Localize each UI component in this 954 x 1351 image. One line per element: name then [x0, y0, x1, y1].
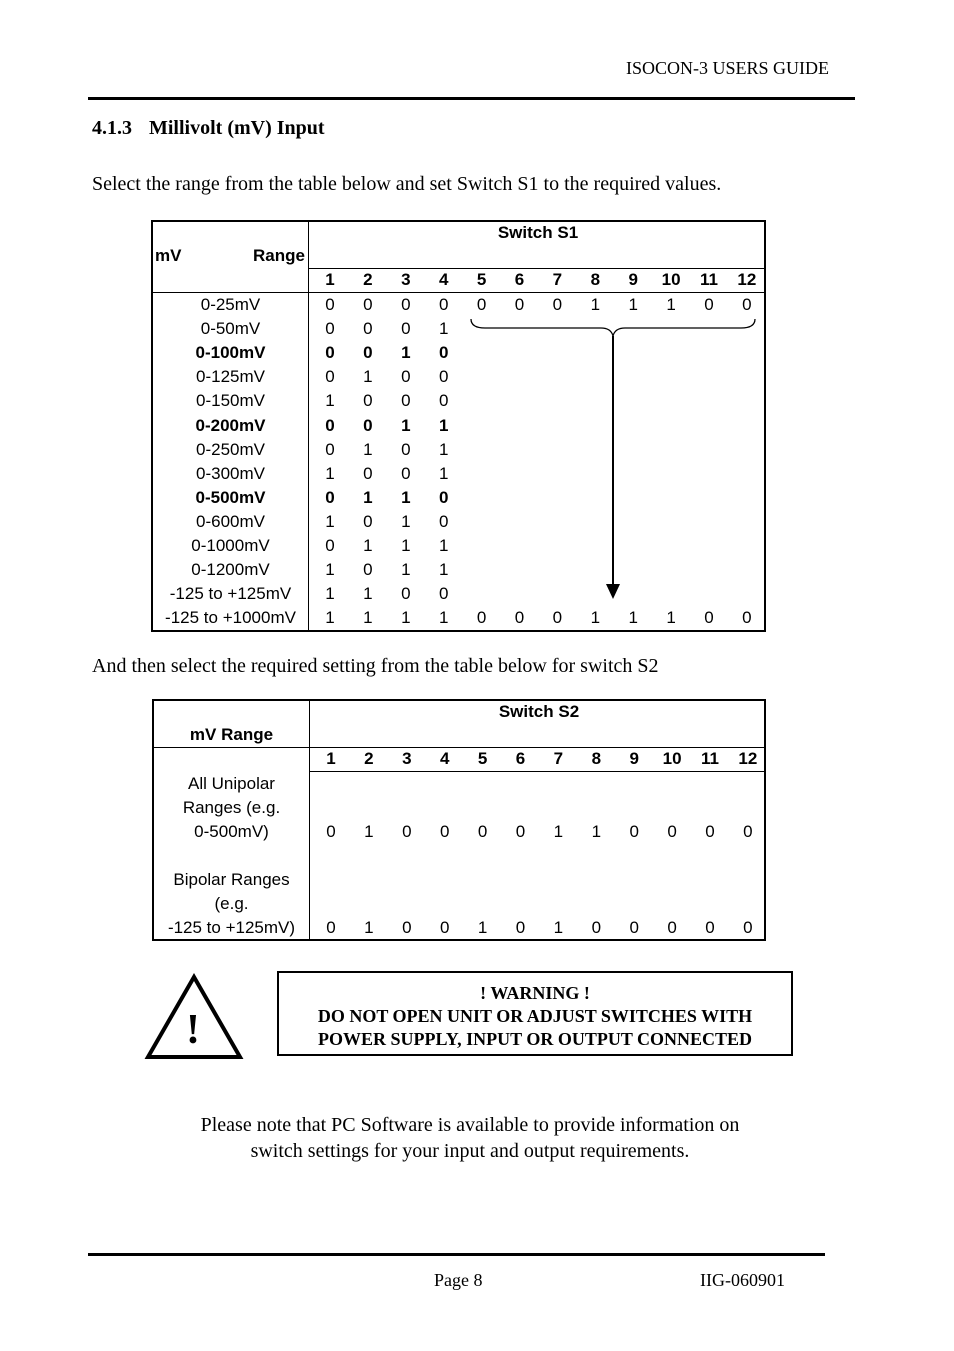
- header-divider: [309, 771, 764, 772]
- same-setting-arrow: [153, 222, 764, 630]
- switch-value: 0: [325, 439, 335, 459]
- range-label: 0-125mV: [196, 367, 265, 387]
- switch-number-header: 3: [401, 270, 411, 289]
- range-label: 0-250mV: [196, 439, 265, 459]
- range-label: -125 to +125mV): [167, 918, 296, 937]
- range-label: Bipolar Ranges: [173, 870, 290, 889]
- switch-number-header: 6: [515, 749, 526, 768]
- range-label: (e.g.: [214, 894, 249, 913]
- range-header-range: Range: [253, 246, 305, 265]
- switch-value: 0: [401, 463, 411, 483]
- switch-value: 1: [401, 511, 411, 531]
- warning-box: [277, 971, 793, 1056]
- switch-s2-table: [152, 699, 766, 941]
- switch-value: 0: [476, 608, 487, 628]
- switch-value: 0: [363, 560, 373, 580]
- footer-document-id: IIG-060901: [700, 1270, 785, 1290]
- switch-value: 0: [704, 608, 714, 628]
- range-label: 0-1000mV: [191, 536, 270, 555]
- switch-number-header: 3: [402, 749, 412, 768]
- switch-value: 1: [438, 608, 449, 628]
- switch-value: 1: [438, 415, 449, 435]
- switch-value: 1: [401, 343, 411, 363]
- switch-value: 1: [628, 608, 638, 628]
- column-divider: [309, 701, 310, 939]
- switch-value: 0: [629, 822, 639, 841]
- switch-value: 0: [552, 608, 563, 628]
- range-label: 0-200mV: [195, 415, 266, 435]
- switch-value: 0: [742, 295, 752, 314]
- footer-rule: [88, 1253, 825, 1256]
- switch-value: 1: [325, 391, 335, 411]
- switch-value: 1: [553, 822, 564, 841]
- switch-value: 0: [439, 918, 450, 937]
- table-title: Switch S2: [498, 702, 580, 721]
- switch-number-header: 9: [629, 749, 639, 768]
- range-label: -125 to +125mV: [169, 584, 292, 604]
- switch-value: 1: [438, 560, 449, 580]
- switch-number-header: 11: [701, 749, 719, 768]
- header-rule: [88, 97, 855, 100]
- range-header-mv: mV: [155, 246, 182, 265]
- switch-number-header: 2: [363, 270, 373, 289]
- switch-value: 1: [364, 822, 374, 841]
- header-title: ISOCON-3 USERS GUIDE: [625, 58, 829, 78]
- software-note: [130, 1112, 810, 1164]
- switch-value: 1: [325, 560, 335, 580]
- switch-value: 0: [363, 511, 373, 531]
- switch-value: 0: [438, 584, 449, 604]
- switch-number-header: 8: [590, 270, 601, 289]
- range-label: 0-500mV): [194, 822, 269, 841]
- switch-value: 0: [552, 295, 563, 314]
- switch-value: 0: [325, 487, 335, 507]
- switch-number-header: 1: [326, 749, 336, 768]
- switch-number-header: 6: [514, 270, 525, 289]
- switch-value: 0: [705, 918, 715, 937]
- table-title: Switch S1: [497, 223, 579, 242]
- switch-value: 0: [325, 415, 335, 435]
- switch-value: 1: [401, 487, 411, 507]
- warning-line-2: DO NOT OPEN UNIT OR ADJUST SWITCHES WITH: [317, 1006, 753, 1026]
- switch-value: 1: [325, 463, 335, 483]
- switch-value: 1: [438, 463, 449, 483]
- note-line-1: Please note that PC Software is available to provide information on: [200, 1114, 740, 1136]
- switch-number-header: 5: [477, 749, 488, 768]
- switch-value: 1: [477, 918, 488, 937]
- switch-value: 1: [438, 536, 449, 555]
- warning-line-3: POWER SUPPLY, INPUT OR OUTPUT CONNECTED: [317, 1029, 753, 1049]
- switch-value: 1: [325, 511, 335, 531]
- switch-value: 0: [704, 295, 714, 314]
- switch-value: 1: [401, 415, 411, 435]
- switch-value: 1: [553, 918, 564, 937]
- switch-value: 0: [438, 367, 449, 387]
- switch-value: 1: [438, 319, 449, 339]
- range-label: 0-50mV: [200, 319, 261, 339]
- warning-heading: ! WARNING !: [480, 983, 590, 1003]
- switch-value: 0: [705, 822, 715, 841]
- switch-value: 0: [325, 536, 335, 555]
- range-label: 0-500mV: [195, 487, 266, 507]
- switch-value: 1: [628, 295, 638, 314]
- switch-value: 0: [667, 822, 677, 841]
- switch-value: 0: [401, 367, 411, 387]
- switch-value: 0: [743, 918, 753, 937]
- intro2-paragraph: And then select the required setting from the table below for switch S2: [92, 655, 659, 677]
- switch-value: 1: [591, 822, 602, 841]
- range-label: 0-600mV: [196, 511, 265, 531]
- switch-value: 1: [401, 608, 411, 628]
- switch-value: 1: [401, 560, 411, 580]
- intro-paragraph: Select the range from the table below and set Switch S1 to the required values.: [92, 173, 722, 195]
- switch-value: 0: [742, 608, 752, 628]
- switch-value: 0: [401, 439, 411, 459]
- switch-value: 0: [515, 822, 526, 841]
- range-label: 0-100mV: [195, 343, 266, 363]
- switch-value: 1: [590, 608, 601, 628]
- range-label: 0-25mV: [200, 295, 261, 314]
- switch-value: 0: [363, 463, 373, 483]
- switch-number-header: 10: [661, 270, 681, 289]
- switch-number-header: 7: [552, 270, 563, 289]
- switch-value: 0: [438, 511, 449, 531]
- switch-value: 0: [401, 391, 411, 411]
- switch-value: 0: [363, 391, 373, 411]
- switch-value: 1: [590, 295, 601, 314]
- switch-value: 0: [401, 295, 411, 314]
- switch-value: 1: [666, 295, 676, 314]
- switch-value: 0: [438, 487, 449, 507]
- switch-value: 0: [629, 918, 639, 937]
- switch-value: 0: [438, 295, 449, 314]
- switch-value: 0: [402, 918, 412, 937]
- switch-value: 1: [363, 439, 373, 459]
- switch-value: 0: [363, 295, 373, 314]
- section-heading: [92, 117, 325, 140]
- switch-value: 1: [363, 536, 373, 555]
- switch-value: 0: [326, 822, 336, 841]
- switch-value: 0: [363, 319, 373, 339]
- switch-value: 0: [743, 822, 753, 841]
- switch-value: 0: [591, 918, 602, 937]
- switch-number-header: 5: [476, 270, 487, 289]
- switch-value: 1: [325, 584, 335, 604]
- range-label: -125 to +1000mV: [165, 608, 296, 628]
- switch-value: 0: [438, 391, 449, 411]
- range-label: Ranges (e.g.: [182, 798, 281, 817]
- switch-number-header: 12: [737, 270, 757, 289]
- switch-value: 0: [667, 918, 677, 937]
- switch-value: 0: [514, 295, 525, 314]
- switch-value: 1: [666, 608, 676, 628]
- range-header: mV Range: [189, 725, 274, 744]
- range-label: 0-1200mV: [191, 560, 270, 580]
- switch-value: 1: [438, 439, 449, 459]
- switch-value: 0: [363, 343, 373, 363]
- section-title: Millivolt (mV) Input: [149, 117, 325, 139]
- switch-value: 1: [363, 584, 373, 604]
- switch-value: 0: [325, 343, 335, 363]
- switch-value: 1: [363, 367, 373, 387]
- switch-value: 0: [514, 608, 525, 628]
- switch-value: 0: [325, 367, 335, 387]
- switch-value: 1: [363, 487, 373, 507]
- switch-value: 0: [477, 822, 488, 841]
- switch-value: 0: [326, 918, 336, 937]
- switch-number-header: 7: [553, 749, 564, 768]
- warning-triangle-icon: [144, 973, 244, 1061]
- footer-page-number: Page 8: [434, 1270, 483, 1290]
- switch-value: 0: [401, 319, 411, 339]
- svg-text:!: !: [186, 1007, 200, 1053]
- switch-value: 0: [363, 415, 373, 435]
- switch-value: 0: [438, 343, 449, 363]
- switch-value: 1: [401, 536, 411, 555]
- range-label: 0-300mV: [196, 463, 265, 483]
- range-label: 0-150mV: [196, 391, 265, 411]
- switch-value: 1: [325, 608, 335, 628]
- switch-value: 1: [363, 608, 373, 628]
- switch-value: 0: [402, 822, 412, 841]
- switch-value: 0: [325, 319, 335, 339]
- switch-number-header: 4: [439, 749, 450, 768]
- switch-value: 0: [476, 295, 487, 314]
- switch-value: 1: [364, 918, 374, 937]
- switch-number-header: 10: [662, 749, 682, 768]
- switch-s1-table: [151, 220, 766, 632]
- switch-number-header: 8: [591, 749, 602, 768]
- switch-number-header: 1: [325, 270, 335, 289]
- switch-number-header: 9: [628, 270, 638, 289]
- switch-number-header: 2: [364, 749, 374, 768]
- switch-number-header: 11: [700, 270, 718, 289]
- note-line-2: switch settings for your input and output requirements.: [250, 1140, 690, 1162]
- switch-number-header: 4: [438, 270, 449, 289]
- switch-value: 0: [515, 918, 526, 937]
- switch-number-header: 12: [738, 749, 758, 768]
- switch-value: 0: [439, 822, 450, 841]
- section-number: 4.1.3: [92, 117, 132, 139]
- switch-value: 0: [401, 584, 411, 604]
- range-label: All Unipolar: [188, 774, 275, 793]
- switch-value: 0: [325, 295, 335, 314]
